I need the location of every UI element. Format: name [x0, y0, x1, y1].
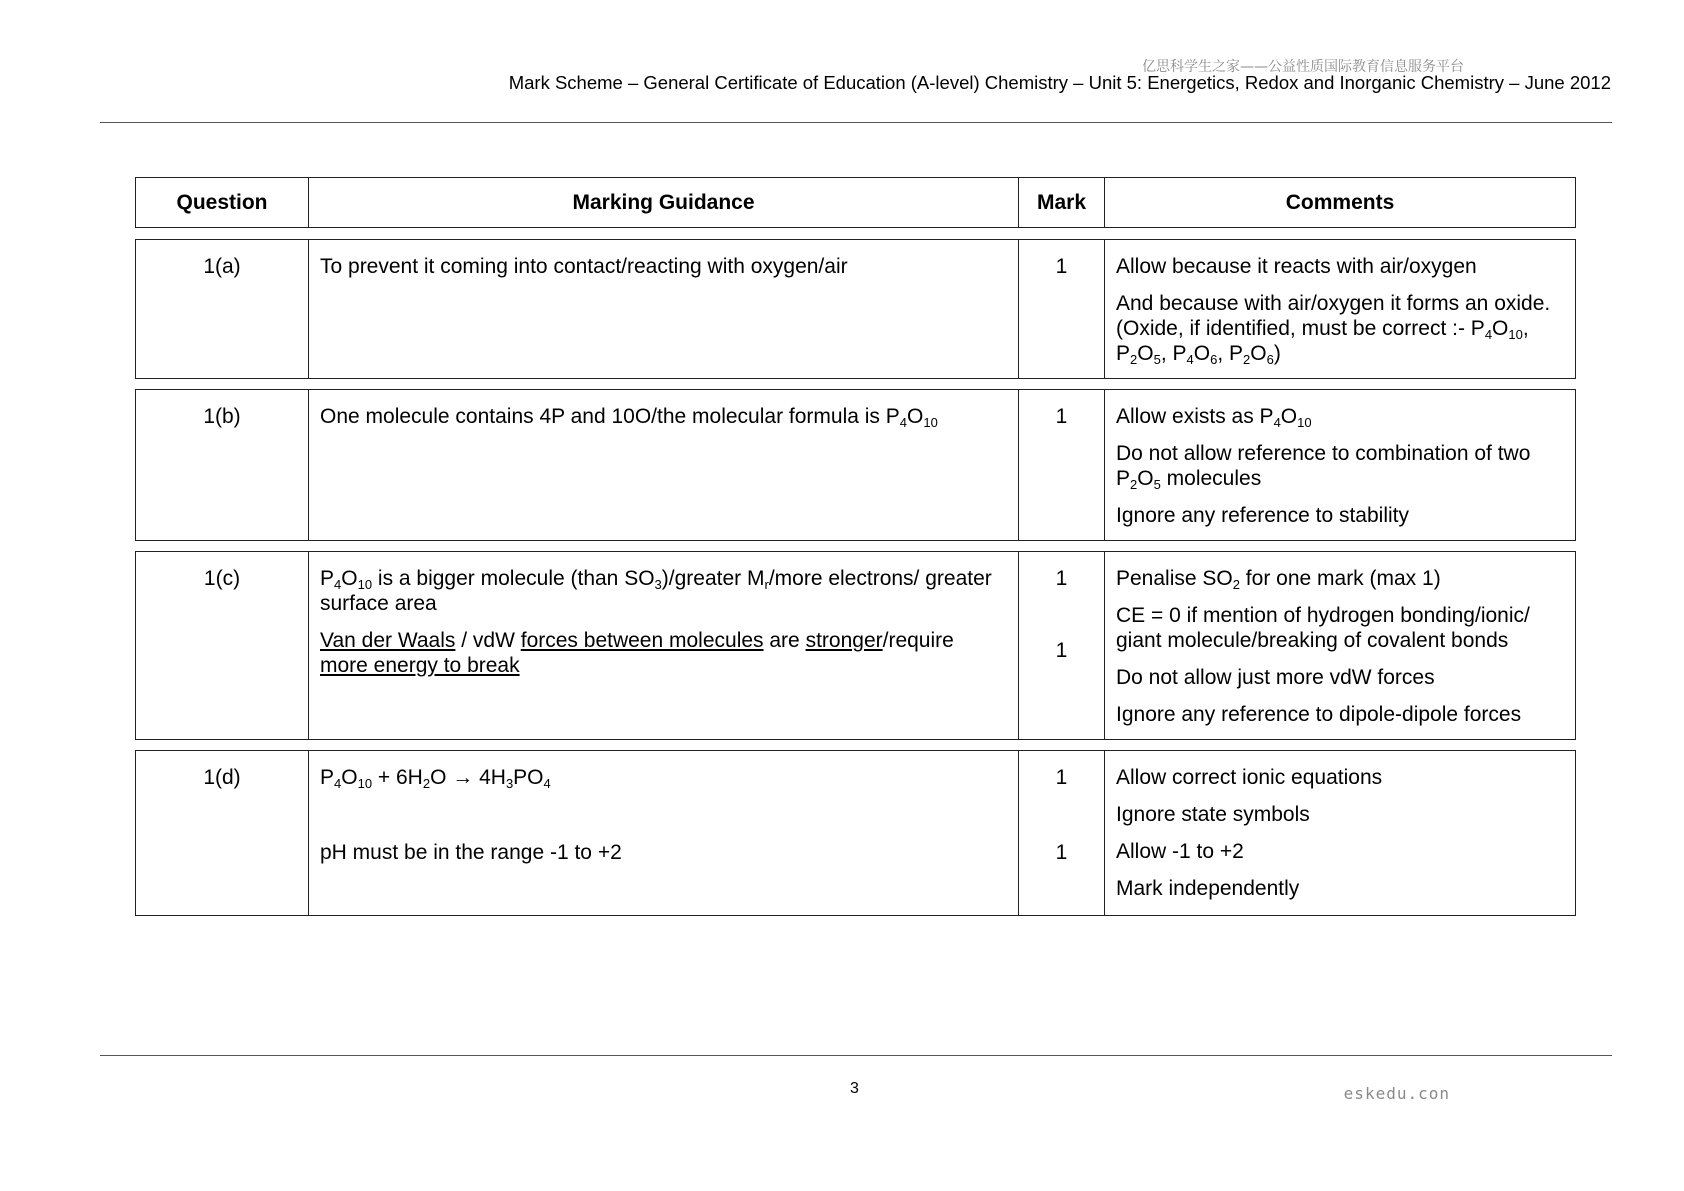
comment-text: Allow correct ionic equations	[1116, 766, 1383, 789]
watermark-bottom: eskedu.con	[1343, 1084, 1450, 1103]
guidance-text: To prevent it coming into contact/reacting with oxygen/air	[320, 255, 848, 278]
footer-divider	[100, 1055, 1612, 1056]
mark-value: 1	[1055, 841, 1068, 864]
comments	[1105, 552, 1575, 739]
mark-cell	[1019, 552, 1105, 739]
question-number: 1(b)	[136, 390, 309, 540]
comment-text: Do not allow just more vdW forces	[1116, 666, 1435, 689]
header-mark: Mark	[1019, 178, 1105, 227]
header-question: Question	[136, 178, 309, 227]
comment-text: CE = 0 if mention of hydrogen bonding/ionic/ giant molecule/breaking of covalent bonds	[1116, 604, 1530, 652]
comments	[1105, 751, 1575, 915]
question-number: 1(a)	[136, 240, 309, 378]
table-header-row	[135, 177, 1576, 228]
guidance-text: pH must be in the range -1 to +2	[320, 841, 622, 864]
comment-text: Allow because it reacts with air/oxygen	[1116, 255, 1477, 278]
mark-value: 1	[1055, 766, 1068, 789]
page-header-title: Mark Scheme – General Certificate of Education (A-level) Chemistry – Unit 5: Energetics, Redox and Inorganic Chemistry – June 2012	[508, 72, 1611, 93]
comment-text: Allow -1 to +2	[1116, 840, 1244, 863]
mark-value: 1	[1055, 567, 1068, 590]
page-number: 3	[850, 1080, 859, 1097]
comments	[1105, 390, 1575, 540]
comments	[1105, 240, 1575, 378]
header-marking-guidance: Marking Guidance	[309, 178, 1019, 227]
marking-guidance	[309, 552, 1019, 739]
comment-text: And because with air/oxygen it forms an oxide. (Oxide, if identified, must be correct :- $P_4O_{10}$, $P_2O_5$, $P_4O_6$, $P_2O_6$)	[1116, 292, 1551, 367]
header-comments: Comments	[1285, 191, 1395, 214]
marking-guidance	[309, 240, 1019, 378]
table-row	[135, 239, 1576, 379]
marking-guidance	[309, 390, 1019, 540]
comment-text: Ignore any reference to dipole-dipole forces	[1116, 703, 1522, 726]
comment-text: Ignore state symbols	[1116, 803, 1310, 826]
header-divider	[100, 122, 1612, 123]
watermark-top: 亿思科学生之家——公益性质国际教育信息服务平台	[1142, 59, 1464, 75]
guidance-text: One molecule contains 4P and 10O/the molecular formula is $P_4O_{10}$	[320, 405, 938, 430]
question-number: 1(c)	[136, 552, 309, 739]
question-number: 1(d)	[136, 751, 309, 915]
guidance-text: $P_4O_{10}$ is a bigger molecule (than $SO_3$)/greater $M_r$/more electrons/ greater surface area	[320, 567, 992, 615]
mark-value: 1	[1019, 240, 1105, 378]
table-row	[135, 551, 1576, 740]
mark-cell	[1019, 751, 1105, 915]
comment-text: Penalise $SO_2$ for one mark (max 1)	[1116, 567, 1441, 592]
table-row	[135, 389, 1576, 541]
comment-text: Mark independently	[1116, 877, 1300, 900]
mark-value: 1	[1019, 390, 1105, 540]
table-row	[135, 750, 1576, 916]
comment-text: Do not allow reference to combination of two $P_2O_5$ molecules	[1116, 442, 1531, 492]
marking-guidance	[309, 751, 1019, 915]
guidance-equation: $P_4O_{10} + 6H_2O \to 4H_3PO_4$	[320, 766, 551, 791]
guidance-text: Van der Waals / vdW forces between molecules are stronger/require more energy to break	[320, 629, 954, 677]
mark-value: 1	[1055, 639, 1068, 662]
comment-text: Allow exists as $P_4O_{10}$	[1116, 405, 1312, 430]
comment-text: Ignore any reference to stability	[1116, 504, 1409, 527]
